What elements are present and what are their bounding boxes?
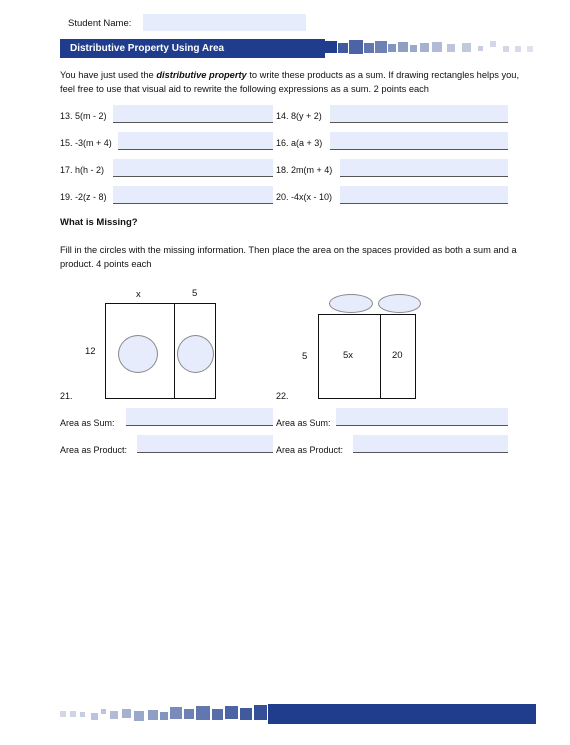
diagram-22-ellipse-left[interactable]: [329, 294, 373, 313]
problem-16-answer[interactable]: [330, 132, 508, 150]
diagram-22-cell-left: 5x: [343, 350, 354, 361]
problem-13-label: 13. 5(m - 2): [60, 111, 107, 121]
diagram-22-side-label: 5: [302, 351, 308, 362]
problem-20-label: 20. -4x(x - 10): [276, 192, 333, 202]
diagram-21-top-left-label: x: [136, 289, 141, 300]
area-sum-label-22: Area as Sum:: [276, 418, 331, 428]
area-product-answer-21[interactable]: [137, 435, 273, 453]
diagram-22-ellipse-right[interactable]: [378, 294, 421, 313]
diagram-21-top-right-label: 5: [192, 288, 198, 299]
problem-17-label: 17. h(h - 2): [60, 165, 105, 175]
problem-15-answer[interactable]: [118, 132, 273, 150]
missing-instructions: Fill in the circles with the missing information. Then place the area on the spaces provided as both a sum and a product. 4 points each: [60, 245, 517, 269]
student-name-field[interactable]: [143, 14, 306, 31]
page-title: Distributive Property Using Area: [70, 43, 225, 54]
area-product-answer-22[interactable]: [353, 435, 508, 453]
diagram-21-number: 21.: [60, 391, 73, 401]
footer-bar: [268, 704, 536, 724]
problem-19-answer[interactable]: [113, 186, 273, 204]
problem-17-answer[interactable]: [113, 159, 273, 177]
area-sum-answer-22[interactable]: [336, 408, 508, 426]
problem-16-label: 16. a(a + 3): [276, 138, 323, 148]
problem-18-answer[interactable]: [340, 159, 508, 177]
problem-18-label: 18. 2m(m + 4): [276, 165, 333, 175]
problem-15-label: 15. -3(m + 4): [60, 138, 112, 148]
area-sum-answer-21[interactable]: [126, 408, 273, 426]
intro-paragraph: You have just used the distributive property to write these products as a sum. If drawing rectangles helps you, feel free to use that visual aid to rewrite the following expressions as a sum. 2 points each: [60, 70, 520, 94]
problem-14-label: 14. 8(y + 2): [276, 111, 322, 121]
area-product-label-21: Area as Product:: [60, 445, 128, 455]
diagram-22-number: 22.: [276, 391, 289, 401]
section-heading: What is Missing?: [60, 217, 138, 228]
area-sum-label-21: Area as Sum:: [60, 418, 115, 428]
diagram-21-circle-right[interactable]: [177, 335, 214, 373]
diagram-21-side-label: 12: [85, 346, 96, 357]
intro-emphasis: distributive property: [156, 70, 247, 80]
problem-14-answer[interactable]: [330, 105, 508, 123]
problem-13-answer[interactable]: [113, 105, 273, 123]
diagram-22-cell-right: 20: [392, 350, 403, 361]
student-name-label: Student Name:: [68, 18, 132, 29]
problem-20-answer[interactable]: [340, 186, 508, 204]
diagram-21-circle-left[interactable]: [118, 335, 158, 373]
problem-19-label: 19. -2(z - 8): [60, 192, 107, 202]
area-product-label-22: Area as Product:: [276, 445, 344, 455]
